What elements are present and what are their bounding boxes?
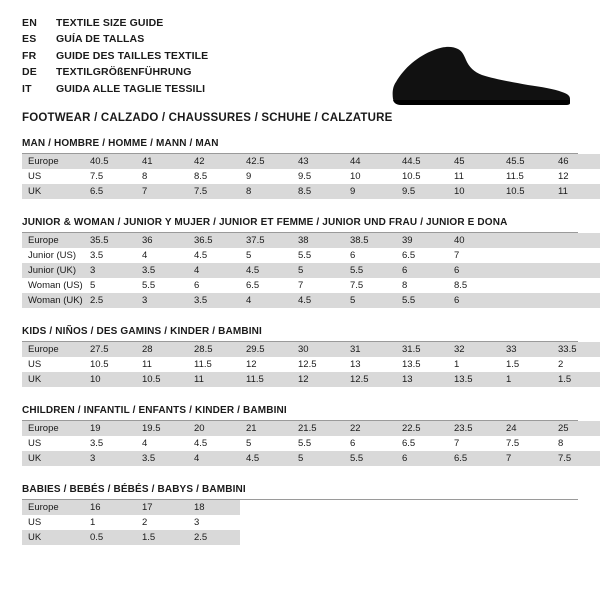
language-row xyxy=(22,32,208,48)
size-cell: 44 xyxy=(344,154,396,169)
size-cell xyxy=(552,248,600,263)
row-label: Junior (US) xyxy=(22,248,84,263)
language-code: DE xyxy=(22,66,37,79)
size-cell: 9 xyxy=(240,169,292,184)
size-table-kids xyxy=(22,342,600,387)
size-cell: 8.5 xyxy=(188,169,240,184)
size-cell: 13 xyxy=(396,372,448,387)
size-cell: 20 xyxy=(188,421,240,436)
row-label: Europe xyxy=(22,233,84,248)
size-cell: 12 xyxy=(240,357,292,372)
size-cell-empty xyxy=(500,530,552,545)
size-cell: 7.5 xyxy=(344,278,396,293)
size-cell: 8 xyxy=(396,278,448,293)
size-cell xyxy=(500,278,552,293)
size-cell: 40 xyxy=(448,233,500,248)
language-row xyxy=(22,16,208,32)
size-cell: 1.5 xyxy=(500,357,552,372)
size-cell: 7.5 xyxy=(552,451,600,466)
size-cell: 31 xyxy=(344,342,396,357)
size-cell-empty xyxy=(396,500,448,515)
row-label: UK xyxy=(22,530,84,545)
size-cell xyxy=(500,248,552,263)
size-cell: 3 xyxy=(84,263,136,278)
size-cell: 7.5 xyxy=(500,436,552,451)
size-cell: 1.5 xyxy=(136,530,188,545)
row-label: UK xyxy=(22,451,84,466)
size-block-junior-woman xyxy=(22,217,578,308)
language-row xyxy=(22,82,208,98)
size-cell: 1 xyxy=(448,357,500,372)
size-cell: 40.5 xyxy=(84,154,136,169)
document-header xyxy=(22,16,578,125)
size-cell: 19 xyxy=(84,421,136,436)
size-cell: 6.5 xyxy=(396,248,448,263)
size-cell: 6.5 xyxy=(396,436,448,451)
size-cell: 42.5 xyxy=(240,154,292,169)
size-cell: 7 xyxy=(448,248,500,263)
size-cell: 23.5 xyxy=(448,421,500,436)
size-cell: 5 xyxy=(240,248,292,263)
table-row xyxy=(22,421,600,436)
size-cell: 1 xyxy=(500,372,552,387)
size-cell: 5.5 xyxy=(396,293,448,308)
size-cell: 44.5 xyxy=(396,154,448,169)
size-cell-empty xyxy=(344,500,396,515)
size-block-children xyxy=(22,405,578,466)
block-title: KIDS / NIÑOS / DES GAMINS / KINDER / BAMBINI xyxy=(22,326,578,342)
table-row xyxy=(22,451,600,466)
row-label: UK xyxy=(22,184,84,199)
size-cell: 5.5 xyxy=(136,278,188,293)
size-cell: 33.5 xyxy=(552,342,600,357)
size-cell: 4.5 xyxy=(240,451,292,466)
size-cell: 32 xyxy=(448,342,500,357)
size-cell: 2.5 xyxy=(188,530,240,545)
size-cell: 6 xyxy=(448,293,500,308)
size-cell: 1.5 xyxy=(552,372,600,387)
size-block-babies xyxy=(22,484,578,545)
size-cell: 18 xyxy=(188,500,240,515)
size-cell: 4 xyxy=(136,248,188,263)
size-cell: 5.5 xyxy=(292,248,344,263)
size-cell-empty xyxy=(240,500,292,515)
size-cell: 10.5 xyxy=(84,357,136,372)
size-cell-empty xyxy=(396,515,448,530)
size-cell: 22 xyxy=(344,421,396,436)
size-cell: 11 xyxy=(448,169,500,184)
size-cell: 5.5 xyxy=(344,263,396,278)
size-cell: 11.5 xyxy=(500,169,552,184)
size-cell-empty xyxy=(500,515,552,530)
size-cell: 38.5 xyxy=(344,233,396,248)
size-cell: 10 xyxy=(84,372,136,387)
size-cell-empty xyxy=(448,530,500,545)
size-cell: 30 xyxy=(292,342,344,357)
row-label: Junior (UK) xyxy=(22,263,84,278)
size-cell: 8 xyxy=(136,169,188,184)
size-cell: 13.5 xyxy=(448,372,500,387)
table-row xyxy=(22,248,600,263)
language-title: GUIDA ALLE TAGLIE TESSILI xyxy=(56,82,206,95)
size-cell: 11 xyxy=(188,372,240,387)
size-cell: 42 xyxy=(188,154,240,169)
size-cell: 22.5 xyxy=(396,421,448,436)
size-cell: 12 xyxy=(292,372,344,387)
size-cell: 6 xyxy=(188,278,240,293)
size-cell xyxy=(552,263,600,278)
size-cell: 5 xyxy=(344,293,396,308)
size-cell: 36 xyxy=(136,233,188,248)
size-cell: 4 xyxy=(188,263,240,278)
size-cell: 4.5 xyxy=(240,263,292,278)
size-cell: 2 xyxy=(136,515,188,530)
size-cell: 36.5 xyxy=(188,233,240,248)
table-row xyxy=(22,357,600,372)
size-cell: 11 xyxy=(136,357,188,372)
size-cell: 10.5 xyxy=(136,372,188,387)
size-cell: 1 xyxy=(84,515,136,530)
size-cell: 28.5 xyxy=(188,342,240,357)
size-table-man xyxy=(22,154,600,199)
size-cell: 3 xyxy=(84,451,136,466)
size-cell-empty xyxy=(552,515,600,530)
size-cell: 5 xyxy=(240,436,292,451)
row-label: Woman (US) xyxy=(22,278,84,293)
size-cell: 37.5 xyxy=(240,233,292,248)
size-cell: 31.5 xyxy=(396,342,448,357)
size-cell: 21 xyxy=(240,421,292,436)
size-cell: 2 xyxy=(552,357,600,372)
size-cell: 6 xyxy=(344,436,396,451)
size-cell: 25 xyxy=(552,421,600,436)
row-label: Europe xyxy=(22,342,84,357)
size-cell: 12.5 xyxy=(292,357,344,372)
table-row xyxy=(22,184,600,199)
size-cell: 12 xyxy=(552,169,600,184)
size-cell: 10.5 xyxy=(500,184,552,199)
row-label: US xyxy=(22,169,84,184)
size-cell-empty xyxy=(344,515,396,530)
row-label: Europe xyxy=(22,154,84,169)
size-cell: 6.5 xyxy=(84,184,136,199)
size-cell xyxy=(552,293,600,308)
row-label: Europe xyxy=(22,421,84,436)
footwear-section-title: FOOTWEAR / CALZADO / CHAUSSURES / SCHUHE / CALZATURE xyxy=(22,112,393,125)
size-cell-empty xyxy=(448,500,500,515)
row-label: Europe xyxy=(22,500,84,515)
language-title: GUIDE DES TAILLES TEXTILE xyxy=(56,49,209,62)
table-row xyxy=(22,233,600,248)
size-cell: 9.5 xyxy=(396,184,448,199)
block-title: JUNIOR & WOMAN / JUNIOR Y MUJER / JUNIOR ET FEMME / JUNIOR UND FRAU / JUNIOR E DONA xyxy=(22,217,578,233)
size-cell: 4 xyxy=(188,451,240,466)
size-table-babies xyxy=(22,500,600,545)
size-cell: 8.5 xyxy=(292,184,344,199)
size-cell: 3 xyxy=(136,293,188,308)
size-cell: 24 xyxy=(500,421,552,436)
language-title: GUÍA DE TALLAS xyxy=(56,33,145,46)
size-cell: 10 xyxy=(344,169,396,184)
table-row xyxy=(22,154,600,169)
table-row xyxy=(22,293,600,308)
size-cell: 7.5 xyxy=(188,184,240,199)
size-cell: 8 xyxy=(552,436,600,451)
size-cell: 10.5 xyxy=(396,169,448,184)
block-title: MAN / HOMBRE / HOMME / MANN / MAN xyxy=(22,138,578,154)
size-cell: 7.5 xyxy=(84,169,136,184)
size-cell: 11 xyxy=(552,184,600,199)
language-code: IT xyxy=(22,82,32,95)
size-cell: 45.5 xyxy=(500,154,552,169)
language-code: ES xyxy=(22,33,37,46)
size-cell: 9 xyxy=(344,184,396,199)
size-cell: 6.5 xyxy=(448,451,500,466)
size-cell: 3.5 xyxy=(84,248,136,263)
size-cell: 41 xyxy=(136,154,188,169)
size-table-children xyxy=(22,421,600,466)
size-cell: 21.5 xyxy=(292,421,344,436)
size-cell: 0.5 xyxy=(84,530,136,545)
table-row xyxy=(22,342,600,357)
size-cell: 29.5 xyxy=(240,342,292,357)
row-label: Woman (UK) xyxy=(22,293,84,308)
size-cell: 5 xyxy=(292,263,344,278)
row-label: US xyxy=(22,357,84,372)
table-row xyxy=(22,436,600,451)
size-cell: 5.5 xyxy=(292,436,344,451)
size-cell: 7 xyxy=(500,451,552,466)
size-cell-empty xyxy=(344,530,396,545)
size-cell-empty xyxy=(292,500,344,515)
language-row xyxy=(22,49,208,65)
size-table-junior-woman xyxy=(22,233,600,308)
language-code: FR xyxy=(22,49,37,62)
size-cell-empty xyxy=(552,500,600,515)
size-cell-empty xyxy=(500,500,552,515)
size-cell-empty xyxy=(292,515,344,530)
block-title: CHILDREN / INFANTIL / ENFANTS / KINDER / BAMBINI xyxy=(22,405,578,421)
size-cell: 9.5 xyxy=(292,169,344,184)
size-cell: 7 xyxy=(292,278,344,293)
size-cell xyxy=(552,278,600,293)
size-cell: 38 xyxy=(292,233,344,248)
size-cell: 3.5 xyxy=(136,263,188,278)
size-cell: 27.5 xyxy=(84,342,136,357)
size-cell: 35.5 xyxy=(84,233,136,248)
size-cell: 4.5 xyxy=(188,436,240,451)
size-cell: 3.5 xyxy=(84,436,136,451)
size-cell xyxy=(552,233,600,248)
size-cell: 4.5 xyxy=(292,293,344,308)
size-cell: 4 xyxy=(240,293,292,308)
language-title: TEXTILGRÖßENFÜHRUNG xyxy=(56,66,192,79)
size-cell-empty xyxy=(240,530,292,545)
size-cell: 7 xyxy=(448,436,500,451)
table-row xyxy=(22,278,600,293)
language-title: TEXTILE SIZE GUIDE xyxy=(56,17,164,29)
row-label: US xyxy=(22,515,84,530)
language-code: EN xyxy=(22,17,37,29)
table-row xyxy=(22,515,600,530)
table-row xyxy=(22,530,600,545)
size-cell: 8 xyxy=(240,184,292,199)
size-cell xyxy=(500,293,552,308)
size-cell: 19.5 xyxy=(136,421,188,436)
size-cell: 16 xyxy=(84,500,136,515)
size-cell: 6 xyxy=(396,263,448,278)
size-cell: 11.5 xyxy=(188,357,240,372)
language-title-list xyxy=(22,16,208,98)
size-cell: 46 xyxy=(552,154,600,169)
size-cell-empty xyxy=(552,530,600,545)
size-cell: 6 xyxy=(448,263,500,278)
size-cell: 6.5 xyxy=(240,278,292,293)
size-cell: 33 xyxy=(500,342,552,357)
size-cell: 28 xyxy=(136,342,188,357)
table-row xyxy=(22,500,600,515)
size-block-man xyxy=(22,138,578,199)
table-row xyxy=(22,372,600,387)
size-cell: 6 xyxy=(344,248,396,263)
row-label: UK xyxy=(22,372,84,387)
size-block-kids xyxy=(22,326,578,387)
size-cell-empty xyxy=(240,515,292,530)
size-cell: 5 xyxy=(84,278,136,293)
size-cell: 3 xyxy=(188,515,240,530)
size-cell: 12.5 xyxy=(344,372,396,387)
table-row xyxy=(22,169,600,184)
size-cell: 11.5 xyxy=(240,372,292,387)
size-cell-empty xyxy=(448,515,500,530)
size-cell: 13.5 xyxy=(396,357,448,372)
size-cell: 10 xyxy=(448,184,500,199)
size-cell: 7 xyxy=(136,184,188,199)
size-cell: 13 xyxy=(344,357,396,372)
dress-shoe-icon xyxy=(386,34,576,108)
size-cell-empty xyxy=(292,530,344,545)
size-cell: 5.5 xyxy=(344,451,396,466)
size-cell: 39 xyxy=(396,233,448,248)
block-title: BABIES / BEBÉS / BÉBÉS / BABYS / BAMBINI xyxy=(22,484,578,500)
size-cell: 3.5 xyxy=(188,293,240,308)
size-cell xyxy=(500,233,552,248)
language-row xyxy=(22,65,208,81)
size-cell: 6 xyxy=(396,451,448,466)
size-cell: 8.5 xyxy=(448,278,500,293)
size-cell: 5 xyxy=(292,451,344,466)
table-row xyxy=(22,263,600,278)
size-cell: 43 xyxy=(292,154,344,169)
size-cell: 4.5 xyxy=(188,248,240,263)
size-cell: 3.5 xyxy=(136,451,188,466)
language-title-list-body xyxy=(22,16,208,98)
size-cell: 17 xyxy=(136,500,188,515)
row-label: US xyxy=(22,436,84,451)
size-cell: 4 xyxy=(136,436,188,451)
size-cell xyxy=(500,263,552,278)
size-cell-empty xyxy=(396,530,448,545)
size-cell: 2.5 xyxy=(84,293,136,308)
size-cell: 45 xyxy=(448,154,500,169)
